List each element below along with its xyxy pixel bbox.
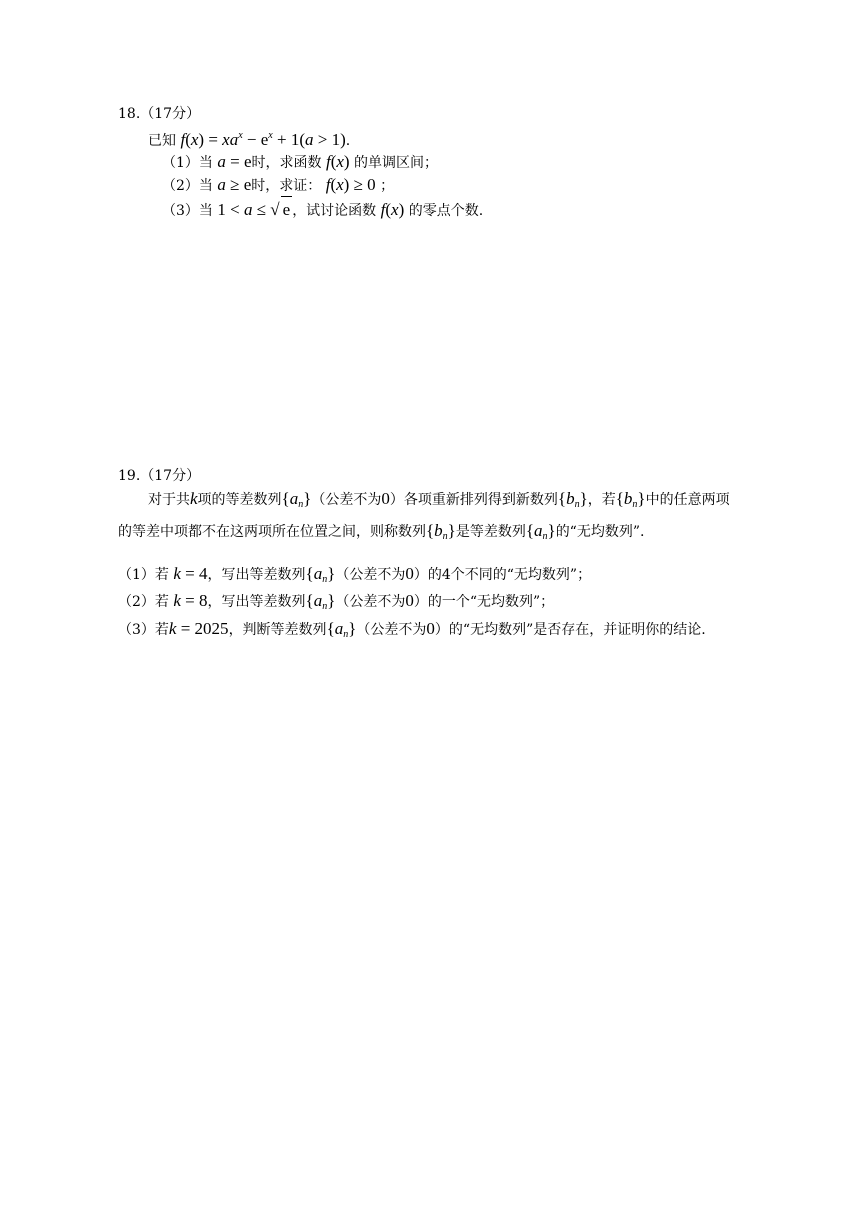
intro-text: 对于共 [148,492,190,508]
condition-formula: k = 2025 [168,619,229,638]
part-label: （2） [162,178,199,194]
part-label: （2） [118,594,155,610]
part-text: ）的4个不同的“无均数列”； [413,567,592,583]
function-definition: $f(x) = xa^x - e^x + 1(a > 1)$ [180,130,346,149]
part-text: ，写出等差数列 [207,594,306,610]
function-formula: f(x) [325,152,350,171]
part-text: 若 [154,622,169,638]
intro-text: ）各项重新排列得到新数列 [389,492,558,508]
part-text: ）的一个“无均数列”； [413,594,555,610]
question-19-intro [118,486,736,550]
condition-formula: k = 8 [173,591,208,610]
part-text: 若 [154,567,169,583]
claim-formula: f(x) ≥ 0 [325,175,376,194]
part-text: （公差不为 [335,594,406,610]
part-text: 时，求证： [251,178,322,194]
part-label: （1） [118,567,155,583]
condition-formula: a = e [217,152,252,171]
part-text: 当 [198,155,213,171]
intro-text: 项的等差数列 [197,492,282,508]
question-18-header: 18.（17分） [118,106,201,122]
zero: 0 [405,564,414,583]
question-19-header: 19.（17分） [118,468,201,484]
zero: 0 [381,489,390,508]
part-text: 的单调区间； [354,155,439,171]
question-19-part-3 [118,616,736,648]
part-text: （公差不为 [356,622,427,638]
sequence-b: $\{b_n\}$ [426,521,456,542]
part-text: 的零点个数. [408,203,484,219]
variable-k: k [190,489,198,508]
intro-text: 的“无均数列”. [555,524,645,540]
zero: 0 [426,619,435,638]
part-text: 时，求函数 [251,155,322,171]
part-text: ； [380,178,395,194]
intro-text: 中的任意两项的等差中项都不在这两项所在位置之间，则称数列 [118,492,730,540]
sequence-a: $\{a_n\}$ [326,619,357,640]
sequence-a: $\{a_n\}$ [525,521,556,542]
condition-formula: a ≥ e [217,175,252,194]
part-text: 当 [198,203,213,219]
intro-text: 是等差数列 [455,524,526,540]
part-text: ，写出等差数列 [207,567,306,583]
part-text: ）的“无均数列”是否存在，并证明你的结论. [434,622,706,638]
intro-text: ，若 [587,492,616,508]
part-label: （3） [118,622,155,638]
part-text: （公差不为 [335,567,406,583]
question-18-part-3 [162,196,483,224]
condition-formula: k = 4 [173,564,208,583]
part-text: ，判断等差数列 [228,622,327,638]
sequence-b: $\{b_n\}$ [615,489,646,510]
intro-prefix: 已知 [148,133,176,149]
part-label: （1） [162,155,199,171]
part-text: 若 [154,594,169,610]
intro-suffix: . [345,133,351,149]
function-formula: f(x) [380,200,405,219]
question-18-part-2 [162,172,394,199]
sequence-a: $\{a_n\}$ [305,591,336,612]
sequence-a: $\{a_n\}$ [305,564,336,585]
zero: 0 [405,591,414,610]
sequence-b: $\{b_n\}$ [557,489,588,510]
condition-formula: 1 < a ≤ √ e [217,200,292,219]
sequence-a: $\{a_n\}$ [281,489,312,510]
part-label: （3） [162,203,199,219]
intro-text: （公差不为 [311,492,382,508]
part-text: ，试讨论函数 [292,203,377,219]
part-text: 当 [198,178,213,194]
